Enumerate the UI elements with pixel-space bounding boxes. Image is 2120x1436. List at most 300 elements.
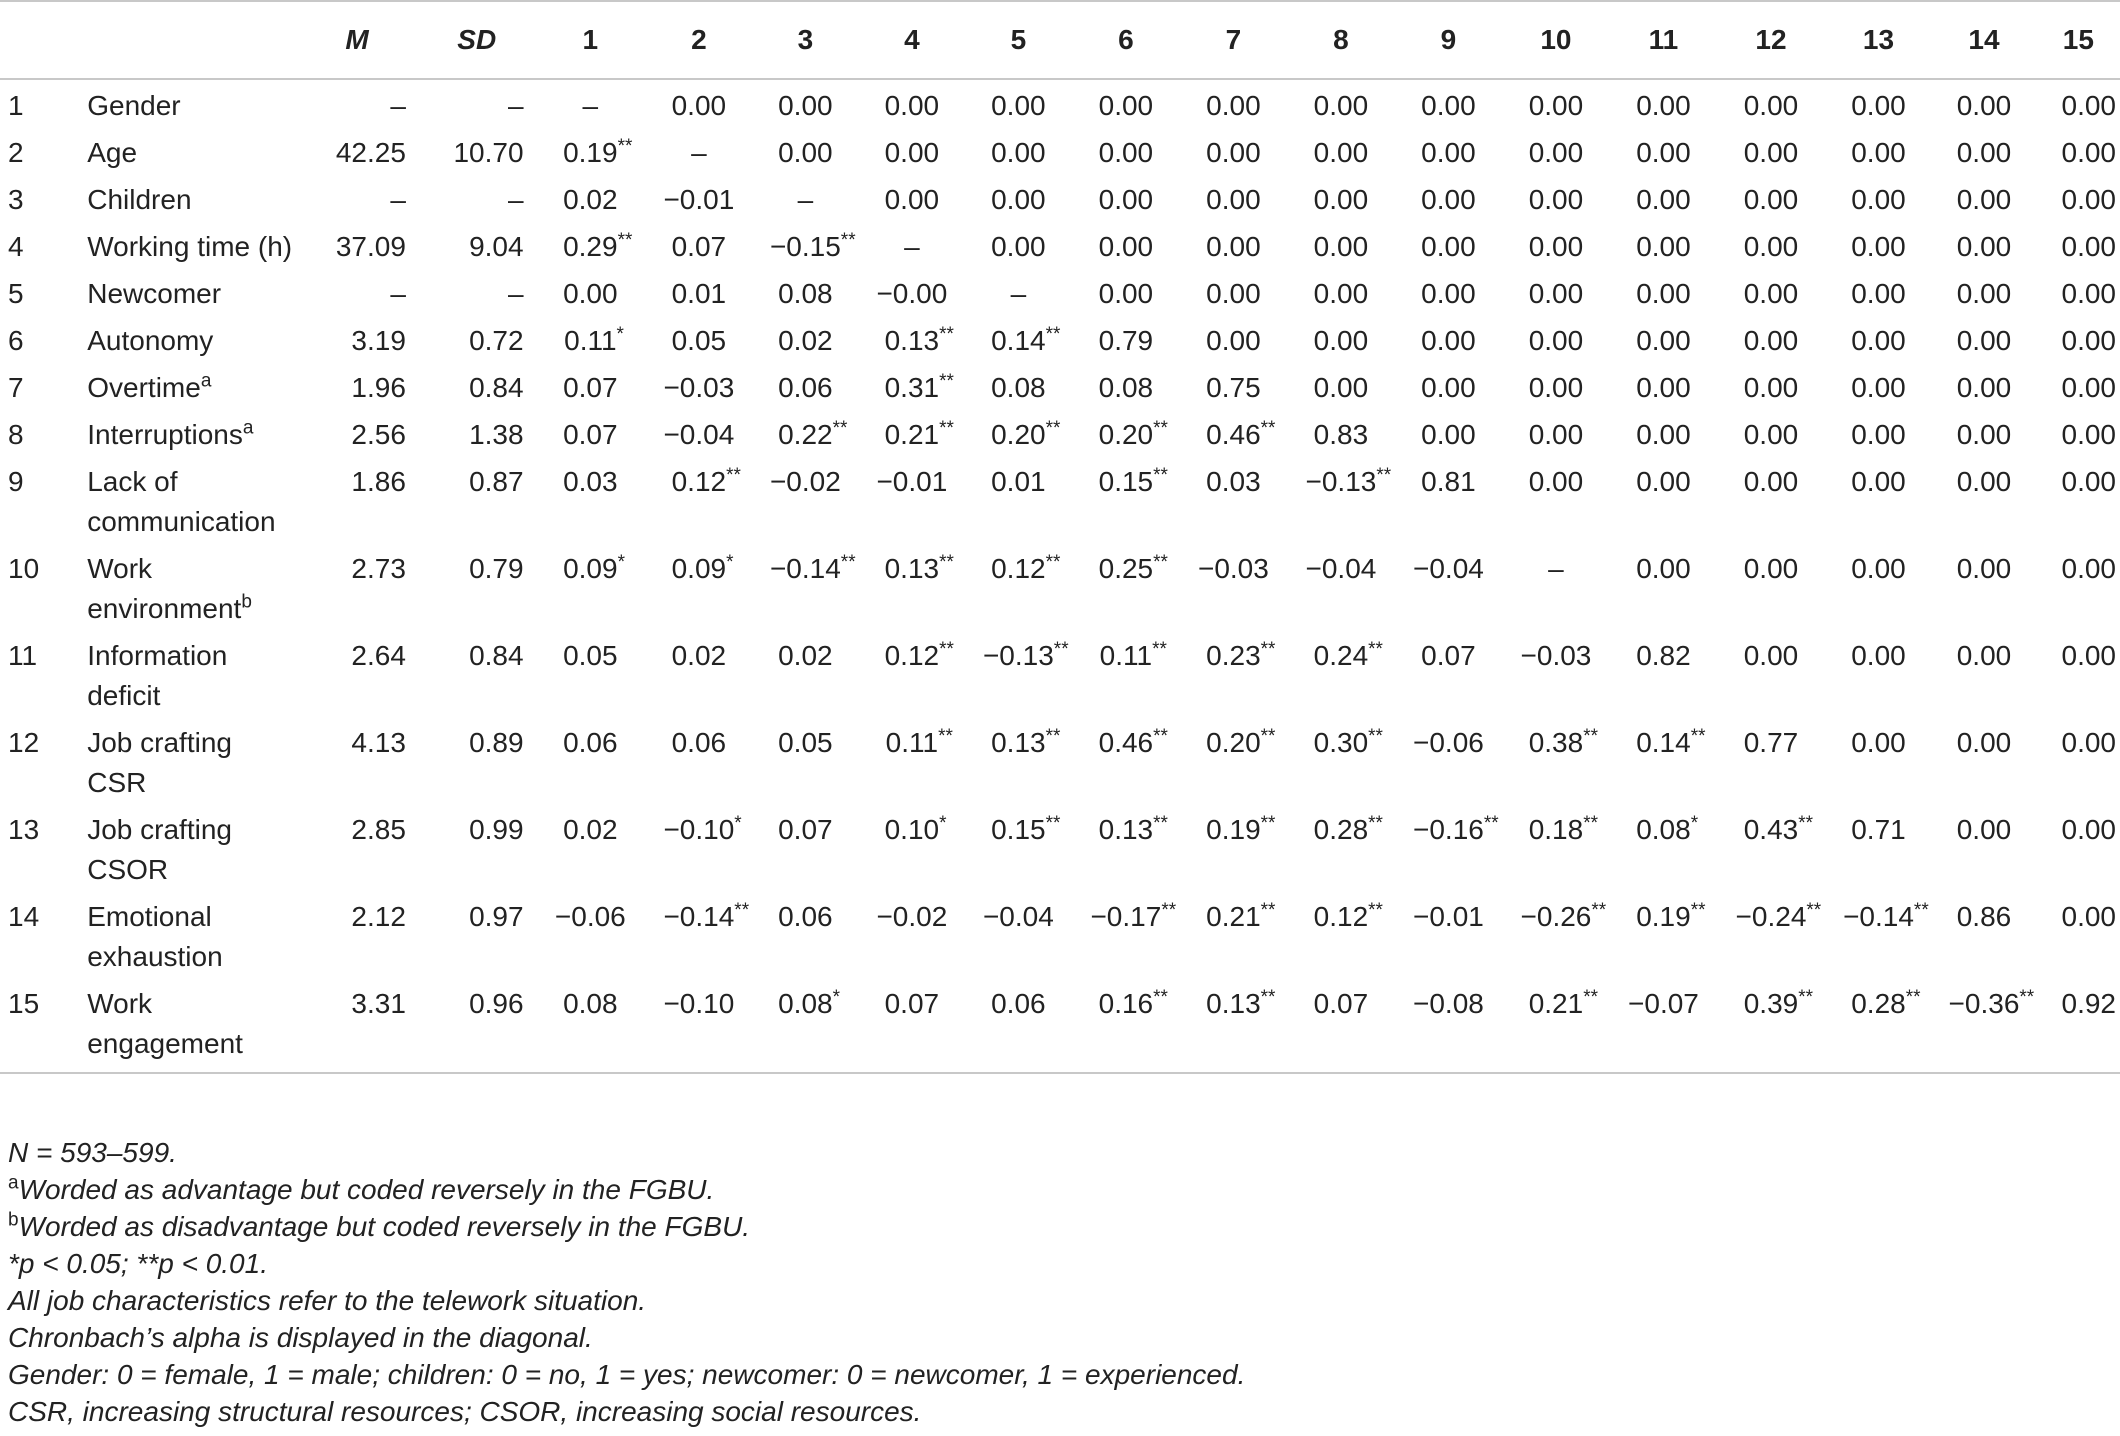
correlation-value: 0.00 bbox=[1636, 325, 1691, 356]
correlation-value-wrap bbox=[1528, 810, 1598, 850]
note-sample-size: N = 593–599. bbox=[8, 1137, 177, 1168]
correlation-value-wrap bbox=[563, 549, 625, 589]
correlation-value: 0.92 bbox=[2061, 988, 2116, 1019]
correlation-value-wrap bbox=[1098, 415, 1168, 455]
correlation-value-wrap bbox=[1744, 133, 1799, 173]
mean-value: 2.12 bbox=[351, 901, 406, 932]
correlation-value-wrap bbox=[1421, 227, 1476, 267]
correlation-value-wrap bbox=[671, 462, 741, 502]
correlation-value: 0.13 bbox=[1098, 814, 1154, 845]
correlation-cell bbox=[966, 321, 1071, 368]
correlation-cell bbox=[966, 549, 1071, 636]
correlation-cell bbox=[1826, 549, 1931, 636]
correlation-cell bbox=[645, 462, 753, 549]
correlation-value-wrap bbox=[1011, 274, 1027, 314]
column-header: 8 bbox=[1333, 24, 1349, 55]
mean-value: 2.85 bbox=[351, 814, 406, 845]
correlation-value: 0.00 bbox=[2061, 466, 2116, 497]
correlation-cell bbox=[1826, 984, 1931, 1073]
correlation-value: 0.00 bbox=[1956, 553, 2012, 584]
row-number: 3 bbox=[8, 184, 24, 215]
correlation-cell bbox=[1071, 180, 1181, 227]
correlation-value-wrap bbox=[1957, 723, 2012, 763]
correlation-cell bbox=[858, 368, 966, 415]
correlation-value: 0.00 bbox=[778, 90, 833, 121]
correlation-value-wrap bbox=[991, 549, 1061, 589]
sd-value: 10.70 bbox=[453, 137, 524, 168]
sd-value: 0.96 bbox=[469, 988, 524, 1019]
correlation-cell bbox=[1611, 133, 1716, 180]
significance-marker: ** bbox=[1045, 418, 1061, 439]
correlation-value: 0.00 bbox=[1851, 278, 1906, 309]
mean-value: – bbox=[390, 278, 406, 309]
variable-name: Interruptions bbox=[87, 419, 243, 450]
correlation-value-wrap bbox=[798, 180, 814, 220]
correlation-cell bbox=[966, 227, 1071, 274]
correlation-value: 0.12 bbox=[1313, 901, 1369, 932]
correlation-cell bbox=[645, 368, 753, 415]
correlation-value: 0.00 bbox=[1956, 137, 2012, 168]
correlation-value: 0.00 bbox=[1956, 466, 2012, 497]
correlation-value: 0.13 bbox=[884, 325, 940, 356]
correlation-value-wrap bbox=[1528, 984, 1598, 1024]
significance-marker: ** bbox=[1690, 900, 1706, 921]
correlation-value: 0.12 bbox=[884, 640, 940, 671]
correlation-value-wrap bbox=[1305, 462, 1392, 502]
correlation-value-wrap bbox=[1636, 549, 1691, 589]
correlation-value: 0.00 bbox=[1851, 372, 1906, 403]
correlation-value: 0.46 bbox=[1098, 727, 1154, 758]
correlation-cell bbox=[1931, 984, 2036, 1073]
variable-name: Work engagement bbox=[87, 988, 243, 1059]
correlation-cell bbox=[1611, 180, 1716, 227]
correlation-value: 0.00 bbox=[2061, 901, 2116, 932]
correlation-value-wrap bbox=[1529, 86, 1584, 126]
correlation-value: 0.00 bbox=[2061, 640, 2116, 671]
correlation-value: 0.00 bbox=[991, 231, 1046, 262]
correlation-value: −0.04 bbox=[982, 901, 1054, 932]
row-number: 11 bbox=[8, 640, 38, 671]
correlation-value-wrap bbox=[1198, 549, 1269, 589]
correlation-value: −0.07 bbox=[1628, 988, 1699, 1019]
correlation-value-wrap bbox=[1843, 897, 1929, 937]
significance-marker: ** bbox=[2019, 987, 2035, 1008]
row-number: 14 bbox=[8, 901, 40, 932]
correlation-value: 0.28 bbox=[1313, 814, 1369, 845]
correlation-cell bbox=[645, 79, 753, 133]
correlation-value-wrap bbox=[691, 133, 707, 173]
correlation-value: 0.19 bbox=[1206, 814, 1261, 845]
correlation-value: 0.00 bbox=[1636, 184, 1691, 215]
correlation-value: 0.02 bbox=[563, 814, 618, 845]
column-header: 15 bbox=[2062, 24, 2094, 55]
correlation-cell bbox=[966, 368, 1071, 415]
correlation-value-wrap bbox=[778, 368, 833, 408]
correlation-value: 0.06 bbox=[778, 372, 833, 403]
correlation-value: 0.00 bbox=[2061, 727, 2116, 758]
mean-value: 2.56 bbox=[351, 419, 406, 450]
correlation-value-wrap bbox=[1206, 636, 1276, 676]
mean-value: 2.73 bbox=[351, 553, 406, 584]
correlation-value-wrap bbox=[2062, 549, 2117, 589]
correlation-value: 0.07 bbox=[563, 372, 618, 403]
correlation-value-wrap bbox=[1851, 321, 1906, 361]
correlation-value: 0.00 bbox=[1743, 325, 1799, 356]
correlation-value-wrap bbox=[672, 227, 727, 267]
correlation-value: 0.00 bbox=[1851, 325, 1906, 356]
significance-marker: ** bbox=[1690, 726, 1706, 747]
correlation-value-wrap bbox=[563, 227, 633, 267]
significance-marker: ** bbox=[1376, 465, 1392, 486]
correlation-value-wrap bbox=[876, 274, 947, 314]
correlation-value-wrap bbox=[663, 897, 750, 937]
correlation-cell bbox=[2037, 549, 2120, 636]
correlation-cell bbox=[966, 180, 1071, 227]
row-number: 10 bbox=[8, 553, 40, 584]
correlation-value: 0.00 bbox=[1851, 466, 1906, 497]
correlation-value-wrap bbox=[1548, 549, 1564, 589]
column-header bbox=[87, 1, 296, 79]
variable-name: Emotional exhaustion bbox=[87, 901, 223, 972]
correlation-value: 0.75 bbox=[1206, 372, 1261, 403]
correlation-value: 0.00 bbox=[1528, 184, 1584, 215]
correlation-cell bbox=[645, 897, 753, 984]
significance-marker: ** bbox=[1260, 900, 1276, 921]
correlation-value: 0.00 bbox=[1313, 372, 1369, 403]
correlation-cell bbox=[1396, 79, 1501, 133]
correlation-value-wrap bbox=[982, 636, 1069, 676]
correlation-value-wrap bbox=[1851, 133, 1906, 173]
table-row bbox=[0, 133, 2120, 180]
correlation-cell bbox=[645, 321, 753, 368]
correlation-value-wrap bbox=[563, 274, 618, 314]
correlation-value: 0.12 bbox=[671, 466, 727, 497]
significance-marker: ** bbox=[1045, 324, 1061, 345]
correlation-value: 0.22 bbox=[778, 419, 833, 450]
correlation-cell bbox=[1501, 368, 1611, 415]
correlation-value-wrap bbox=[1529, 133, 1584, 173]
correlation-value: −0.10 bbox=[663, 814, 735, 845]
correlation-value-wrap bbox=[1636, 897, 1706, 937]
correlation-value-wrap bbox=[991, 133, 1046, 173]
correlation-value: 0.00 bbox=[1098, 137, 1154, 168]
correlation-value-wrap bbox=[1743, 984, 1814, 1024]
correlation-value: 0.25 bbox=[1098, 553, 1154, 584]
row-number: 9 bbox=[8, 466, 24, 497]
correlation-value: 0.00 bbox=[1636, 90, 1691, 121]
correlation-cell bbox=[753, 549, 858, 636]
correlation-value: 0.00 bbox=[1636, 278, 1691, 309]
note-a bbox=[8, 1171, 1245, 1208]
correlation-value-wrap bbox=[1413, 897, 1484, 937]
correlation-cell bbox=[1396, 723, 1501, 810]
correlation-cell bbox=[645, 723, 753, 810]
correlation-value: 0.13 bbox=[991, 727, 1046, 758]
correlation-value: 0.11 bbox=[1099, 640, 1153, 671]
significance-marker: ** bbox=[734, 900, 750, 921]
variable-name-cell bbox=[87, 723, 296, 810]
correlation-cell bbox=[536, 810, 646, 897]
correlation-value-wrap bbox=[1957, 415, 2012, 455]
correlation-cell bbox=[2037, 79, 2120, 133]
significance-marker: * bbox=[1690, 813, 1699, 834]
correlation-value: 0.06 bbox=[671, 727, 727, 758]
correlation-cell bbox=[645, 180, 753, 227]
correlation-value: 0.00 bbox=[2061, 278, 2116, 309]
correlation-value-wrap bbox=[583, 86, 599, 126]
correlation-value: 0.14 bbox=[991, 325, 1046, 356]
sd-value: 1.38 bbox=[469, 419, 524, 450]
correlation-cell bbox=[1716, 549, 1826, 636]
mean-value: – bbox=[390, 90, 406, 121]
correlation-value: −0.01 bbox=[876, 466, 948, 497]
correlation-value-wrap bbox=[1529, 274, 1584, 314]
correlation-value: 0.02 bbox=[778, 640, 833, 671]
footnote-marker: a bbox=[242, 417, 254, 439]
correlation-value: 0.21 bbox=[1206, 901, 1261, 932]
correlation-cell bbox=[1826, 227, 1931, 274]
correlation-value: 0.00 bbox=[1098, 184, 1154, 215]
correlation-value-wrap bbox=[1851, 227, 1906, 267]
correlation-value-wrap bbox=[1314, 415, 1369, 455]
correlation-value: 0.05 bbox=[671, 325, 727, 356]
correlation-value: 0.19 bbox=[1636, 901, 1691, 932]
significance-marker: ** bbox=[1260, 726, 1276, 747]
correlation-value-wrap bbox=[1636, 636, 1691, 676]
variable-name: Overtime bbox=[87, 372, 201, 403]
correlation-cell bbox=[1826, 180, 1931, 227]
correlation-value-wrap bbox=[672, 274, 727, 314]
correlation-value: 0.05 bbox=[563, 640, 618, 671]
correlation-cell bbox=[2037, 897, 2120, 984]
correlation-value: −0.08 bbox=[1413, 988, 1484, 1019]
correlation-value: 0.20 bbox=[1206, 727, 1261, 758]
correlation-cell bbox=[1716, 79, 1826, 133]
sd-value: 0.87 bbox=[469, 466, 524, 497]
correlation-value-wrap bbox=[1529, 180, 1584, 220]
correlation-cell bbox=[753, 321, 858, 368]
correlation-cell bbox=[1071, 321, 1181, 368]
table-row bbox=[0, 415, 2120, 462]
correlation-value-wrap bbox=[2062, 274, 2117, 314]
correlation-value: 0.08 bbox=[778, 278, 833, 309]
correlation-cell bbox=[753, 723, 858, 810]
correlation-value-wrap bbox=[1744, 321, 1799, 361]
correlation-value-wrap bbox=[1421, 415, 1476, 455]
correlation-value-wrap bbox=[1521, 636, 1592, 676]
correlation-cell bbox=[1501, 723, 1611, 810]
table-row bbox=[0, 462, 2120, 549]
column-header: 14 bbox=[1968, 24, 2000, 55]
correlation-value-wrap bbox=[2062, 723, 2117, 763]
correlation-value: 0.71 bbox=[1851, 814, 1906, 845]
column-header: 7 bbox=[1225, 24, 1242, 55]
correlation-cell bbox=[1501, 462, 1611, 549]
sd-value: 0.79 bbox=[469, 553, 524, 584]
correlation-cell bbox=[1716, 133, 1826, 180]
correlation-value-wrap bbox=[884, 810, 947, 850]
correlation-value: 0.09 bbox=[671, 553, 727, 584]
significance-marker: ** bbox=[1806, 900, 1822, 921]
correlation-value: 0.06 bbox=[563, 727, 618, 758]
correlation-cell bbox=[753, 462, 858, 549]
correlation-cell bbox=[858, 549, 966, 636]
correlation-value: −0.06 bbox=[1413, 727, 1484, 758]
correlation-cell bbox=[1071, 415, 1181, 462]
correlation-value-wrap bbox=[1421, 321, 1476, 361]
correlation-cell bbox=[1716, 415, 1826, 462]
mean-value: 42.25 bbox=[335, 137, 406, 168]
variable-name: Gender bbox=[87, 90, 181, 121]
correlation-value-wrap bbox=[1314, 274, 1369, 314]
correlation-cell bbox=[645, 274, 753, 321]
correlation-value: 0.00 bbox=[1206, 231, 1261, 262]
column-header: 11 bbox=[1648, 24, 1679, 55]
correlation-value-wrap bbox=[991, 415, 1061, 455]
correlation-value-wrap bbox=[2062, 897, 2117, 937]
correlation-value-wrap bbox=[1314, 368, 1369, 408]
correlation-cell bbox=[1396, 549, 1501, 636]
correlation-cell bbox=[1501, 133, 1611, 180]
sd-value: 0.72 bbox=[469, 325, 524, 356]
row-number: 6 bbox=[8, 325, 24, 356]
significance-marker: ** bbox=[1153, 418, 1168, 439]
correlation-value-wrap bbox=[1313, 810, 1383, 850]
correlation-value-wrap bbox=[1744, 86, 1799, 126]
correlation-value-wrap bbox=[1957, 227, 2012, 267]
correlation-value: 0.00 bbox=[2061, 372, 2116, 403]
correlation-cell bbox=[1071, 79, 1181, 133]
correlation-value: 0.00 bbox=[1851, 553, 1906, 584]
significance-marker: ** bbox=[1260, 813, 1276, 834]
correlation-cell bbox=[1181, 462, 1286, 549]
variable-name: Age bbox=[87, 137, 138, 168]
correlation-cell bbox=[1286, 321, 1396, 368]
correlation-value-wrap bbox=[1529, 368, 1584, 408]
row-number: 5 bbox=[8, 278, 24, 309]
correlation-value: 0.00 bbox=[1421, 231, 1476, 262]
correlation-value: 0.02 bbox=[778, 325, 833, 356]
correlation-value: 0.29 bbox=[563, 231, 618, 262]
significance-marker: ** bbox=[1260, 639, 1276, 660]
correlation-cell bbox=[645, 810, 753, 897]
correlation-cell bbox=[1071, 549, 1181, 636]
column-header: 6 bbox=[1118, 24, 1134, 55]
sd-value: 0.84 bbox=[469, 372, 524, 403]
correlation-value: 0.00 bbox=[1636, 553, 1691, 584]
variable-name-cell bbox=[87, 549, 296, 636]
correlation-cell bbox=[645, 549, 753, 636]
sd-value: 0.97 bbox=[469, 901, 524, 932]
correlation-cell bbox=[966, 723, 1071, 810]
correlation-value-wrap bbox=[884, 549, 954, 589]
correlation-value-wrap bbox=[1206, 415, 1276, 455]
correlation-cell bbox=[2037, 723, 2120, 810]
correlation-value-wrap bbox=[564, 321, 624, 361]
correlation-cell bbox=[753, 133, 858, 180]
correlation-value-wrap bbox=[1636, 810, 1699, 850]
correlation-cell bbox=[536, 549, 646, 636]
correlation-value-wrap bbox=[1851, 180, 1906, 220]
significance-marker: * bbox=[832, 987, 841, 1008]
correlation-value-wrap bbox=[1957, 549, 2012, 589]
correlation-value-wrap bbox=[555, 897, 626, 937]
correlation-value-wrap bbox=[1851, 636, 1906, 676]
table-row bbox=[0, 984, 2120, 1073]
correlation-value-wrap bbox=[770, 462, 841, 502]
correlation-value: 0.00 bbox=[1528, 466, 1584, 497]
correlation-value-wrap bbox=[663, 810, 742, 850]
correlation-value: 0.01 bbox=[671, 278, 727, 309]
correlation-value-wrap bbox=[672, 321, 727, 361]
correlation-value-wrap bbox=[1957, 462, 2012, 502]
correlation-value-wrap bbox=[1744, 723, 1799, 763]
correlation-value: 0.20 bbox=[991, 419, 1046, 450]
correlation-value-wrap bbox=[1528, 723, 1598, 763]
correlation-value: 0.00 bbox=[1528, 325, 1584, 356]
correlation-value: 0.18 bbox=[1528, 814, 1584, 845]
correlation-cell bbox=[536, 723, 646, 810]
significance-marker: * bbox=[939, 813, 947, 834]
correlation-value: 0.00 bbox=[1956, 184, 2012, 215]
correlation-cell bbox=[1286, 368, 1396, 415]
column-header: SD bbox=[457, 24, 497, 55]
correlation-value-wrap bbox=[1313, 636, 1383, 676]
correlation-cell bbox=[1286, 133, 1396, 180]
correlation-cell bbox=[858, 274, 966, 321]
correlation-value: 0.20 bbox=[1098, 419, 1154, 450]
correlation-cell bbox=[1181, 227, 1286, 274]
correlation-value-wrap bbox=[563, 984, 618, 1024]
correlation-value: 0.14 bbox=[1636, 727, 1691, 758]
correlation-value: 0.00 bbox=[1528, 137, 1584, 168]
note-abbreviations: CSR, increasing structural resources; CSOR, increasing social resources. bbox=[8, 1396, 922, 1427]
row-number: 2 bbox=[8, 137, 24, 168]
correlation-value-wrap bbox=[1851, 462, 1906, 502]
correlation-value-wrap bbox=[2062, 321, 2117, 361]
correlation-value: −0.03 bbox=[663, 372, 735, 403]
correlation-value: 0.83 bbox=[1313, 419, 1369, 450]
correlation-value: −0.01 bbox=[1413, 901, 1484, 932]
correlation-cell bbox=[1611, 227, 1716, 274]
significance-marker: ** bbox=[726, 465, 741, 486]
note-b-text: Worded as disadvantage but coded reversely in the FGBU. bbox=[18, 1211, 751, 1242]
correlation-cell bbox=[753, 180, 858, 227]
correlation-value-wrap bbox=[885, 180, 940, 220]
correlation-value-wrap bbox=[1314, 227, 1369, 267]
table-row bbox=[0, 897, 2120, 984]
correlation-value-wrap bbox=[1520, 897, 1607, 937]
correlation-cell bbox=[1181, 321, 1286, 368]
correlation-value-wrap bbox=[1529, 227, 1584, 267]
variable-name-cell bbox=[87, 462, 296, 549]
correlation-cell bbox=[536, 984, 646, 1073]
correlation-value: −0.04 bbox=[1305, 553, 1377, 584]
variable-name: Job crafting CSR bbox=[87, 727, 232, 798]
correlation-value: 0.77 bbox=[1743, 727, 1799, 758]
correlation-value-wrap bbox=[663, 180, 734, 220]
correlation-cell bbox=[645, 636, 753, 723]
correlation-value-wrap bbox=[778, 810, 833, 850]
significance-marker: ** bbox=[1368, 900, 1383, 921]
correlation-value-wrap bbox=[991, 810, 1061, 850]
table-row bbox=[0, 810, 2120, 897]
correlation-value-wrap bbox=[1421, 368, 1476, 408]
correlation-value-wrap bbox=[563, 810, 618, 850]
sd-value: 9.04 bbox=[469, 231, 524, 262]
correlation-value: – bbox=[1548, 553, 1564, 584]
correlation-cell bbox=[966, 636, 1071, 723]
